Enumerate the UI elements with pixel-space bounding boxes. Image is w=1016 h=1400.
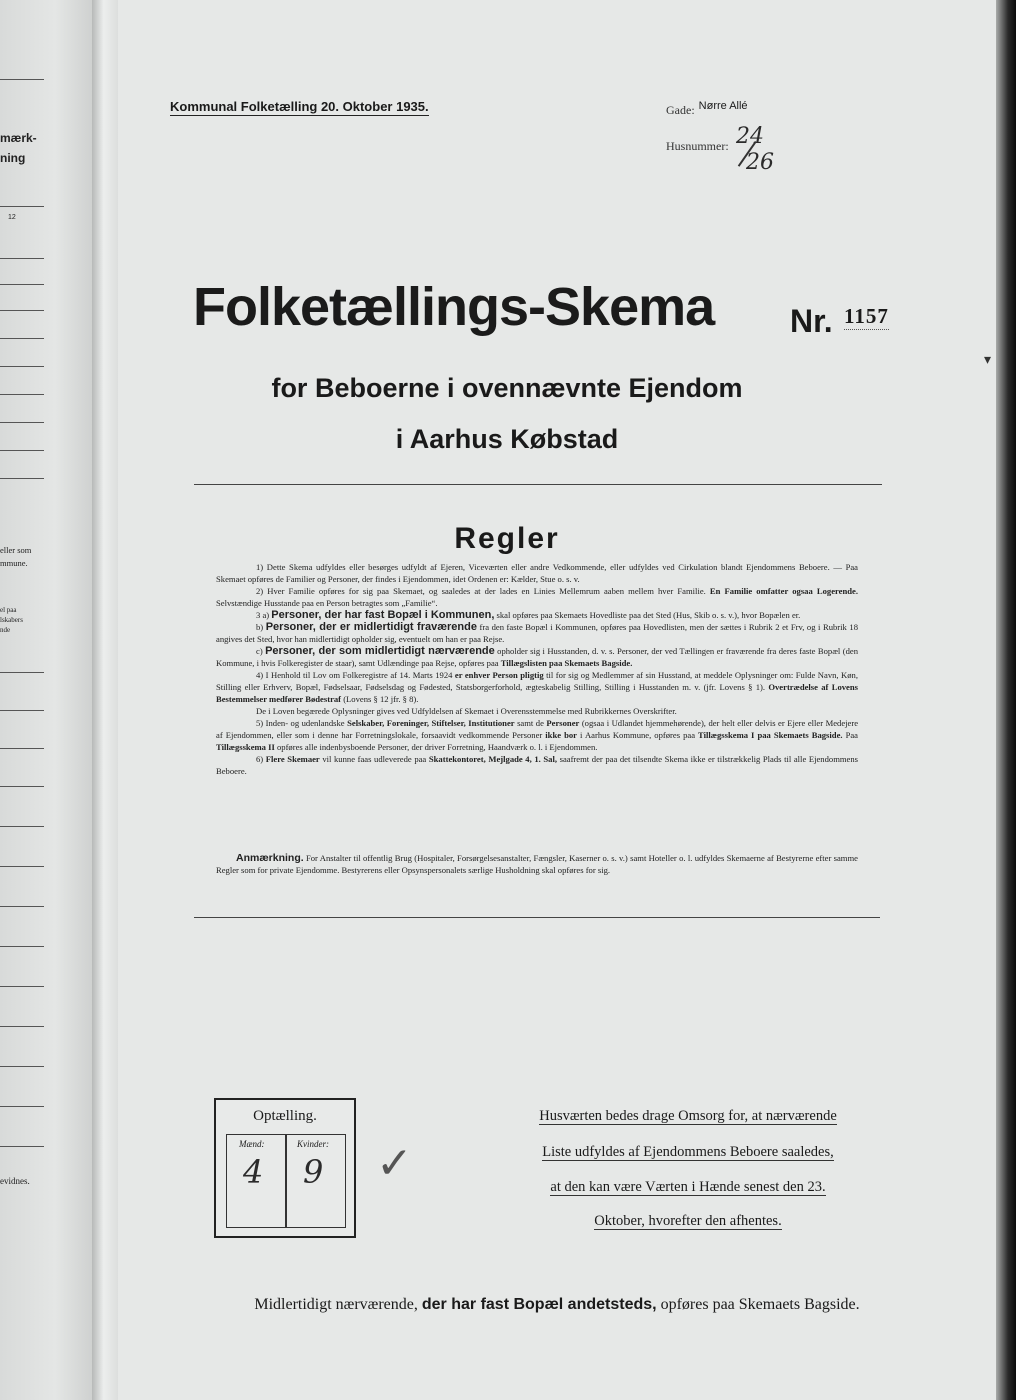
- rule-3a: 3 a) Personer, der har fast Bopæl i Kommunen, skal opføres paa Skemaets Hovedliste paa det Sted (Hus, Skib o. s. v.), hvor Bopælen er.: [256, 609, 801, 621]
- women-label: Kvinder:: [297, 1139, 329, 1149]
- rule-4-note: De i Loven begærede Oplysninger gives ved Udfyldelsen af Skemaet i Overensstemmelse med Rubrikkernes Overskrifter.: [256, 706, 677, 716]
- left-facing-page: [0, 0, 92, 1400]
- left-page-rule: [0, 450, 44, 451]
- left-page-rule: [0, 710, 44, 711]
- left-page-fragment: evidnes.: [0, 1176, 30, 1186]
- left-page-fragment: 12: [8, 214, 16, 221]
- left-page-rule: [0, 310, 44, 311]
- house-number-label: Husnummer:: [666, 139, 729, 153]
- left-page-rule: [0, 284, 44, 285]
- rule-5: 5) Inden- og udenlandske Selskaber, Foreninger, Stiftelser, Institutioner samt de Personer (ogsaa i Udlandet hjemmehørende), der helt eller delvis er Ejere eller Medejere af Ejendommen, eller som i denne har Forretningslokale, forsaavidt vedkommende Personer ikke bor i Aarhus Kommune, opføres paa Tillægsskema I paa Skemaets Bagside. Paa Tillægsskema II opføres alle indenbysboende Personer, der driver Forretning, Haandværk o. l. i Ejendommen.: [216, 718, 859, 752]
- street-label: Gade:: [666, 103, 695, 117]
- house-number-value-bottom: 26: [746, 150, 774, 175]
- check-mark-icon: ✓: [376, 1138, 413, 1189]
- left-page-fragment: ning: [0, 151, 26, 165]
- census-header: Kommunal Folketælling 20. Oktober 1935.: [170, 99, 429, 114]
- count-box: [214, 1098, 356, 1238]
- form-subtitle-location: i Aarhus Købstad: [395, 424, 619, 454]
- left-page-rule: [0, 258, 44, 259]
- street-field: [666, 101, 748, 119]
- rule-2: 2) Hver Familie opføres for sig paa Skemaet, og saaledes at der lades en Linies Mellemrum aaben mellem hver Familie. En Familie omfatter ogsaa Logerende. Selvstændige Husstande paa en Person betragtes som „Familie“.: [216, 586, 858, 608]
- men-label: Mænd:: [239, 1139, 265, 1149]
- left-page-rule: [0, 748, 44, 749]
- count-title: Optælling.: [253, 1108, 317, 1124]
- left-page-fragment: mærk-: [0, 131, 37, 145]
- notice-line: at den kan være Værten i Hænde senest den 23.: [550, 1179, 826, 1195]
- count-divider: [285, 1135, 287, 1227]
- left-page-fragment: eller som: [0, 545, 32, 555]
- rule-3b: b) Personer, der er midlertidigt fraværende fra den faste Bopæl i Kommunen, opføres paa Hovedlisten, men der sættes i Rubrik 2 et Frv, og i Rubrik 18 angives det Sted, hvor han midlertidigt opholder sig, eventuelt om han er paa Rejse.: [216, 621, 858, 644]
- notice-line: Husværten bedes drage Omsorg for, at nærværende: [539, 1108, 837, 1124]
- rules-heading: Regler: [454, 522, 560, 555]
- left-page-rule: [0, 946, 44, 947]
- page-edge: [996, 0, 1016, 1400]
- annotation-text: For Anstalter til offentlig Brug (Hospitaler, Forsørgelsesanstalter, Fængsler, Kaserner o. s. v.) samt Hoteller o. l. udfyldes Skemaerne af Bestyrerne efter samme Regler som for private Ejendomme. Bestyrerens eller Opsynspersonalets særlige Husholdning skal opføres for sig.: [216, 853, 858, 875]
- rule-4: 4) I Henhold til Lov om Folkeregistre af 14. Marts 1924 er enhver Person pligtig til for sig og Medlemmer af sin Husstand, at meddele Oplysninger om: Fulde Navn, Køn, Stilling eller Erhverv, Bopæl, Fødselsaar, Fødselsdag og Fødested, Statsborgerforhold, ægteskabelig Stilling, Stilling i Husstanden m. v. (jfr. Lovens § 1). Overtrædelse af Lovens Bestemmelser medfører Bødestraf (Lovens § 12 jfr. § 8).: [216, 670, 858, 704]
- rule-6: 6) Flere Skemaer vil kunne faas udleverede paa Skattekontoret, Mejlgade 4, 1. Sal, saafremt der paa det tilsendte Skema ikke er tilstrækkelig Plads til alle Ejendommens Beboere.: [216, 754, 859, 776]
- left-page-rule: [0, 1026, 44, 1027]
- left-page-rule: [0, 906, 44, 907]
- footer-note: Midlertidigt nærværende, der har fast Bopæl andetsteds, opføres paa Skemaets Bagside.: [254, 1296, 860, 1313]
- left-page-rule: [0, 986, 44, 987]
- street-value: Nørre Allé: [698, 100, 748, 112]
- left-page-fragment: nde: [0, 626, 11, 634]
- left-page-rule: [0, 338, 44, 339]
- book-fold: [92, 0, 118, 1400]
- left-page-fragment: mmune.: [0, 558, 28, 568]
- left-page-rule: [0, 1106, 44, 1107]
- left-page-rule: [0, 206, 44, 207]
- left-page-rule: [0, 422, 44, 423]
- left-page-rule: [0, 366, 44, 367]
- women-count: 9: [303, 1153, 324, 1191]
- number-label: Nr.: [790, 303, 833, 339]
- margin-mark-icon: ▾: [984, 353, 992, 368]
- left-page-rule: [0, 394, 44, 395]
- left-page-rule: [0, 79, 44, 80]
- annotation-label: Anmærkning.: [236, 852, 304, 864]
- form-subtitle: for Beboerne i ovennævnte Ejendom: [271, 373, 743, 403]
- notice-line: Oktober, hvorefter den afhentes.: [594, 1213, 782, 1229]
- left-page-rule: [0, 478, 44, 479]
- form-title: Folketællings-Skema: [193, 277, 715, 337]
- rules-text: [216, 561, 858, 777]
- left-page-fragment: lskabers: [0, 616, 23, 624]
- left-page-rule: [0, 1066, 44, 1067]
- house-number-value-top: 24: [736, 124, 764, 149]
- house-number-field: [666, 137, 729, 155]
- left-page-rule: [0, 1146, 44, 1147]
- divider: [194, 484, 882, 485]
- form-number: 1157: [844, 304, 889, 328]
- annotation-note: [216, 852, 858, 876]
- notice-line: Liste udfyldes af Ejendommens Beboere saaledes,: [542, 1144, 834, 1160]
- rule-3c: c) Personer, der som midlertidigt nærværende opholder sig i Husstanden, d. v. s. Personer, der ved Tællingen er fraværende fra deres faste Bopæl (den Kommune, i hvis Folkeregister de staar), samt Udlændinge paa Rejse, opføres paa Tillægslisten paa Skemaets Bagside.: [216, 645, 859, 668]
- count-table: [226, 1134, 346, 1228]
- census-form-page: [118, 0, 996, 1400]
- left-page-fragment: el paa: [0, 606, 17, 614]
- men-count: 4: [243, 1153, 264, 1191]
- rule-1: 1) Dette Skema udfyldes eller besørges udfyldt af Ejeren, Viceværten eller andre Vedkommende, eller udfyldes ved Cirkulation blandt Ejendommens Beboere. — Paa Skemaet opføres de Familier og Personer, der findes i Ejendommen, idet Ordenen er: Kælder, Stue o. s. v.: [216, 562, 858, 584]
- left-page-rule: [0, 866, 44, 867]
- left-page-rule: [0, 786, 44, 787]
- divider: [194, 917, 880, 918]
- left-page-rule: [0, 672, 44, 673]
- left-page-rule: [0, 826, 44, 827]
